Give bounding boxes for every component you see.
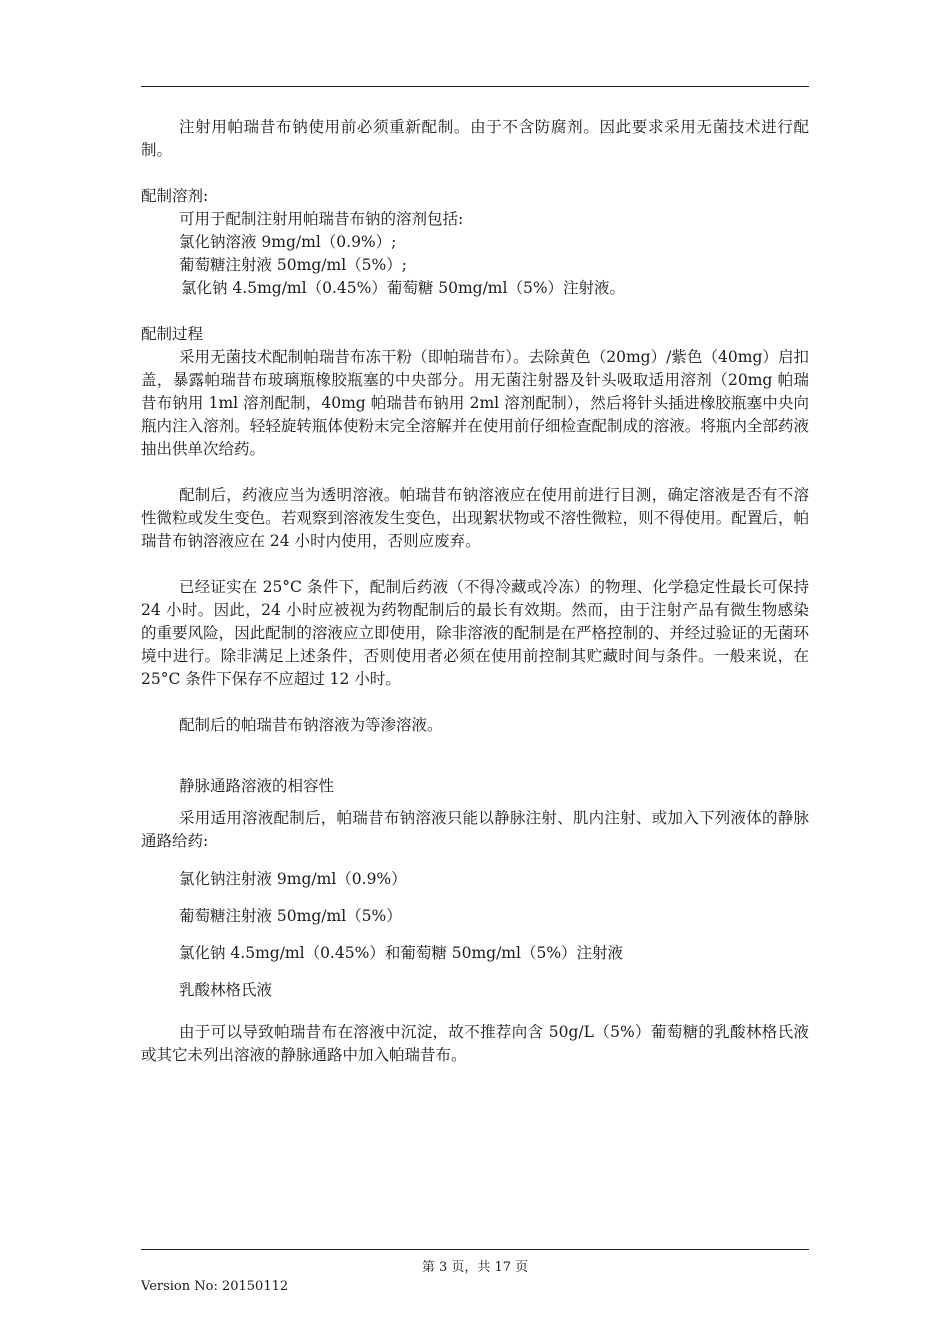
solvent-item: 氯化钠溶液 9mg/ml（0.9%）; (179, 233, 397, 251)
solvent-heading: 配制溶剂: (141, 187, 209, 205)
process-paragraph: 采用无菌技术配制帕瑞昔布冻干粉（即帕瑞昔布）。去除黄色（20mg）/紫色（40mg）启扣盖，暴露帕瑞昔布玻璃瓶橡胶瓶塞的中央部分。用无菌注射器及针头吸取适用溶剂（20mg 帕瑞昔布钠用 1ml 溶剂配制，40mg 帕瑞昔布钠用 2ml 溶剂配制），然后将针头插进橡胶瓶塞中央向瓶内注入溶剂。轻轻旋转瓶体使粉末完全溶解并在使用前仔细检查配制成的溶液。将瓶内全部药液抽出供单次给药。 (141, 348, 809, 458)
page-number: 第 3 页，共 17 页 (421, 1260, 529, 1275)
solvent-item: 氯化钠 4.5mg/ml（0.45%）葡萄糖 50mg/ml（5%）注射液。 (181, 279, 626, 297)
compat-item: 氯化钠 4.5mg/ml（0.45%）和葡萄糖 50mg/ml（5%）注射液 (179, 944, 624, 962)
after-preparation-paragraph: 配制后，药液应当为透明溶液。帕瑞昔布钠溶液应在使用前进行目测，确定溶液是否有不溶性微粒或发生变色。若观察到溶液发生变色，出现絮状物或不溶性微粒，则不得使用。配置后，帕瑞昔布钠溶液应在 24 小时内使用，否则应废弃。 (141, 486, 809, 550)
compat-heading: 静脉通路溶液的相容性 (179, 777, 335, 795)
intro-paragraph: 注射用帕瑞昔布钠使用前必须重新配制。由于不含防腐剂。因此要求采用无菌技术进行配制。 (141, 118, 809, 159)
last-paragraph: 由于可以导致帕瑞昔布在溶液中沉淀，故不推荐向含 50g/L（5%）葡萄糖的乳酸林格氏液或其它未列出溶液的静脉通路中加入帕瑞昔布。 (141, 1023, 809, 1064)
solvent-intro: 可用于配制注射用帕瑞昔布钠的溶剂包括: (179, 210, 464, 228)
solvent-item: 葡萄糖注射液 50mg/ml（5%）; (179, 256, 407, 274)
stability-paragraph: 已经证实在 25°C 条件下，配制后药液（不得冷藏或冷冻）的物理、化学稳定性最长可保持 24 小时。因此，24 小时应被视为药物配制后的最长有效期。然而，由于注射产品有微生物感染的重要风险，因此配制的溶液应立即使用，除非溶液的配制是在严格控制的、并经过验证的无菌环境中进行。除非满足上述条件，否则使用者必须在使用前控制其贮藏时间与条件。一般来说，在 25°C 条件下保存不应超过 12 小时。 (141, 578, 809, 688)
compat-item: 葡萄糖注射液 50mg/ml（5%） (179, 907, 402, 925)
isotonic-paragraph: 配制后的帕瑞昔布钠溶液为等渗溶液。 (179, 716, 443, 734)
header-rule (141, 86, 809, 87)
process-heading: 配制过程 (141, 325, 204, 343)
compat-item: 乳酸林格氏液 (179, 981, 273, 999)
document-body (141, 116, 809, 1067)
version-number: Version No: 20150112 (141, 1279, 289, 1294)
footer-rule (141, 1249, 809, 1250)
compat-item: 氯化钠注射液 9mg/ml（0.9%） (179, 870, 407, 888)
compat-intro: 采用适用溶液配制后，帕瑞昔布钠溶液只能以静脉注射、肌内注射、或加入下列液体的静脉通路给药: (141, 809, 809, 850)
